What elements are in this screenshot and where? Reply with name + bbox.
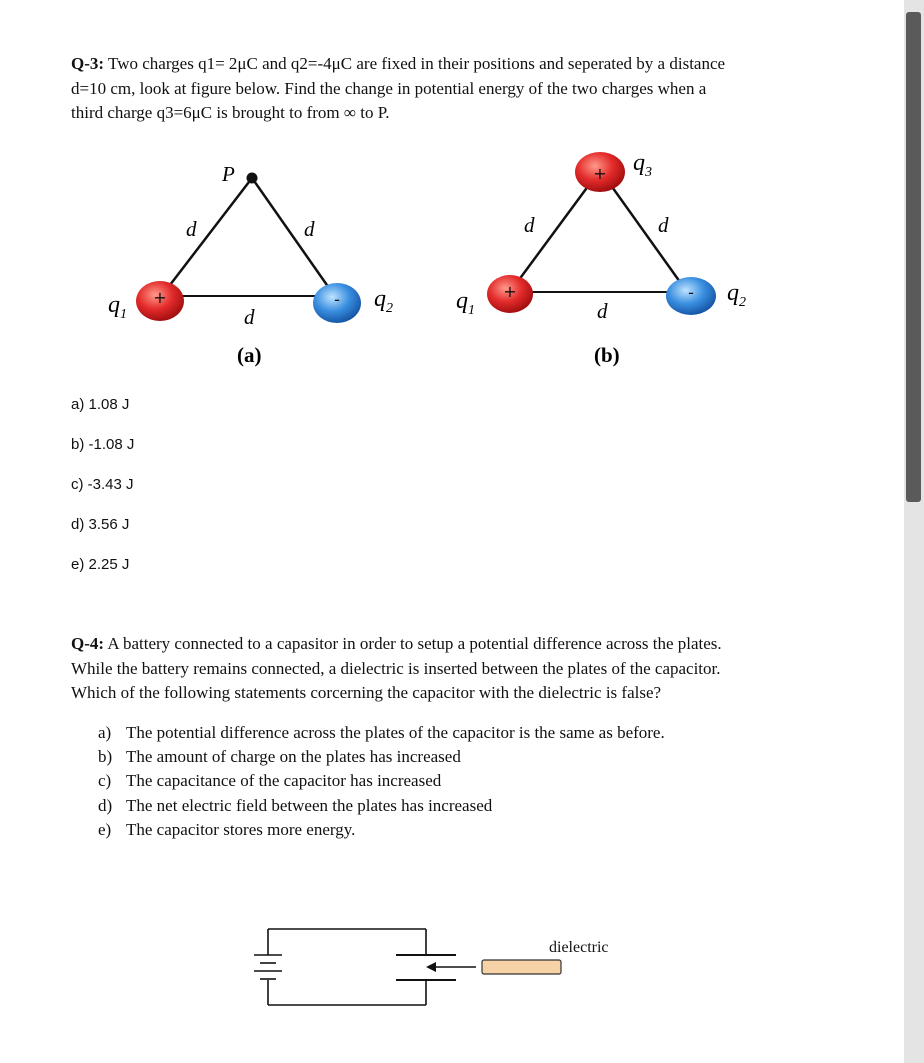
sub-1: 1 (468, 303, 475, 318)
q3-option-d[interactable] (71, 516, 129, 533)
figure-b-plus-sign: + (503, 282, 517, 301)
option-letter: c) (98, 771, 112, 790)
insert-arrow-head (426, 962, 436, 972)
q3-line2: d=10 cm, look at figure below. Find the change in potential energy of the two charges when a (71, 78, 707, 98)
figure-a-line-right (252, 178, 336, 298)
option-letter: e) (98, 820, 112, 839)
figure-b-minus-sign: - (688, 283, 694, 302)
option-letter: b) (98, 747, 113, 766)
q4-line3: Which of the following statements corcerning the capacitor with the dielectric is false? (71, 683, 662, 702)
option-text: -1.08 J (88, 436, 135, 453)
option-text: The amount of charge on the plates has increased (126, 747, 461, 766)
option-letter: a) (71, 396, 85, 413)
option-letter: a) (98, 723, 112, 742)
point-p-dot (247, 173, 258, 184)
q3-option-b[interactable] (71, 436, 134, 453)
option-text: The capacitor stores more energy. (126, 820, 356, 839)
q-letter: q (374, 286, 386, 312)
figure-a-q2-label (374, 286, 393, 316)
figure-a-d-left: d (186, 217, 197, 241)
q4-option-d[interactable] (98, 794, 492, 819)
q3-option-a[interactable] (71, 396, 129, 413)
option-letter: c) (71, 476, 84, 493)
dielectric-label: dielectric (549, 939, 609, 956)
dielectric-slab (482, 960, 561, 974)
option-text: The capacitance of the capacitor has increased (126, 771, 442, 790)
q-letter: q (108, 292, 120, 318)
q3-line1: Two charges q1= 2μC and q2=-4μC are fixed in their positions and seperated by a distance (108, 54, 726, 73)
figure-b-d-right: d (658, 213, 669, 237)
option-text: -3.43 J (87, 476, 134, 493)
scrollbar-thumb[interactable] (906, 12, 921, 502)
q3-option-c[interactable] (71, 476, 134, 493)
q3-option-e[interactable] (71, 556, 129, 573)
option-text: The potential difference across the plates of the capacitor is the same as before. (126, 723, 665, 742)
figure-a-d-right: d (304, 217, 315, 241)
q4-option-b[interactable] (98, 745, 461, 770)
q4-label: Q-4: (71, 634, 105, 653)
figure-a-line-left (160, 178, 252, 298)
point-p-label: P (222, 162, 235, 186)
figure-b (456, 150, 746, 367)
option-letter: e) (71, 556, 85, 573)
capacitor-circuit (254, 929, 561, 1005)
q4-option-a[interactable] (98, 721, 665, 746)
figure-a-plus-sign: + (153, 288, 167, 307)
figure-a-caption: (a) (237, 343, 262, 367)
option-letter: b) (71, 436, 85, 453)
sub-2: 2 (739, 295, 746, 310)
figure-b-q2-label (727, 280, 746, 310)
option-text: The net electric field between the plates has increased (126, 796, 493, 815)
q-letter: q (727, 280, 739, 306)
figure-b-caption: (b) (594, 343, 620, 367)
figure-b-line-right (600, 170, 690, 296)
figure-b-d-left: d (524, 213, 535, 237)
option-text: 2.25 J (88, 556, 130, 573)
q3-label: Q-3: (71, 54, 105, 73)
figure-a (108, 162, 393, 367)
q4-line1: A battery connected to a capasitor in order to setup a potential difference across the plates. (107, 634, 722, 653)
q4-line2: While the battery remains connected, a dielectric is inserted between the plates of the capacitor. (71, 658, 721, 678)
sub-3: 3 (645, 165, 652, 180)
option-letter: d) (98, 796, 113, 815)
q4-option-e[interactable] (98, 818, 355, 843)
q4-option-c[interactable] (98, 769, 441, 794)
q3-line3: third charge q3=6μC is brought to from ∞ to P. (71, 103, 390, 122)
figure-a-d-bottom: d (244, 305, 255, 329)
sub-2: 2 (386, 301, 393, 316)
q4-question-text (71, 632, 796, 706)
figure-a-minus-sign: - (334, 290, 340, 309)
figure-b-d-bottom: d (597, 299, 608, 323)
option-text: 1.08 J (88, 396, 130, 413)
q-letter: q (456, 288, 468, 314)
option-text: 3.56 J (88, 516, 130, 533)
figure-b-q1-label (456, 288, 475, 318)
sub-1: 1 (120, 307, 127, 322)
option-letter: d) (71, 516, 85, 533)
figure-b-q3-label (633, 150, 652, 180)
figure-a-q1-label (108, 292, 127, 322)
q-letter: q (633, 150, 645, 176)
figure-b-q3-plus: + (593, 164, 607, 183)
